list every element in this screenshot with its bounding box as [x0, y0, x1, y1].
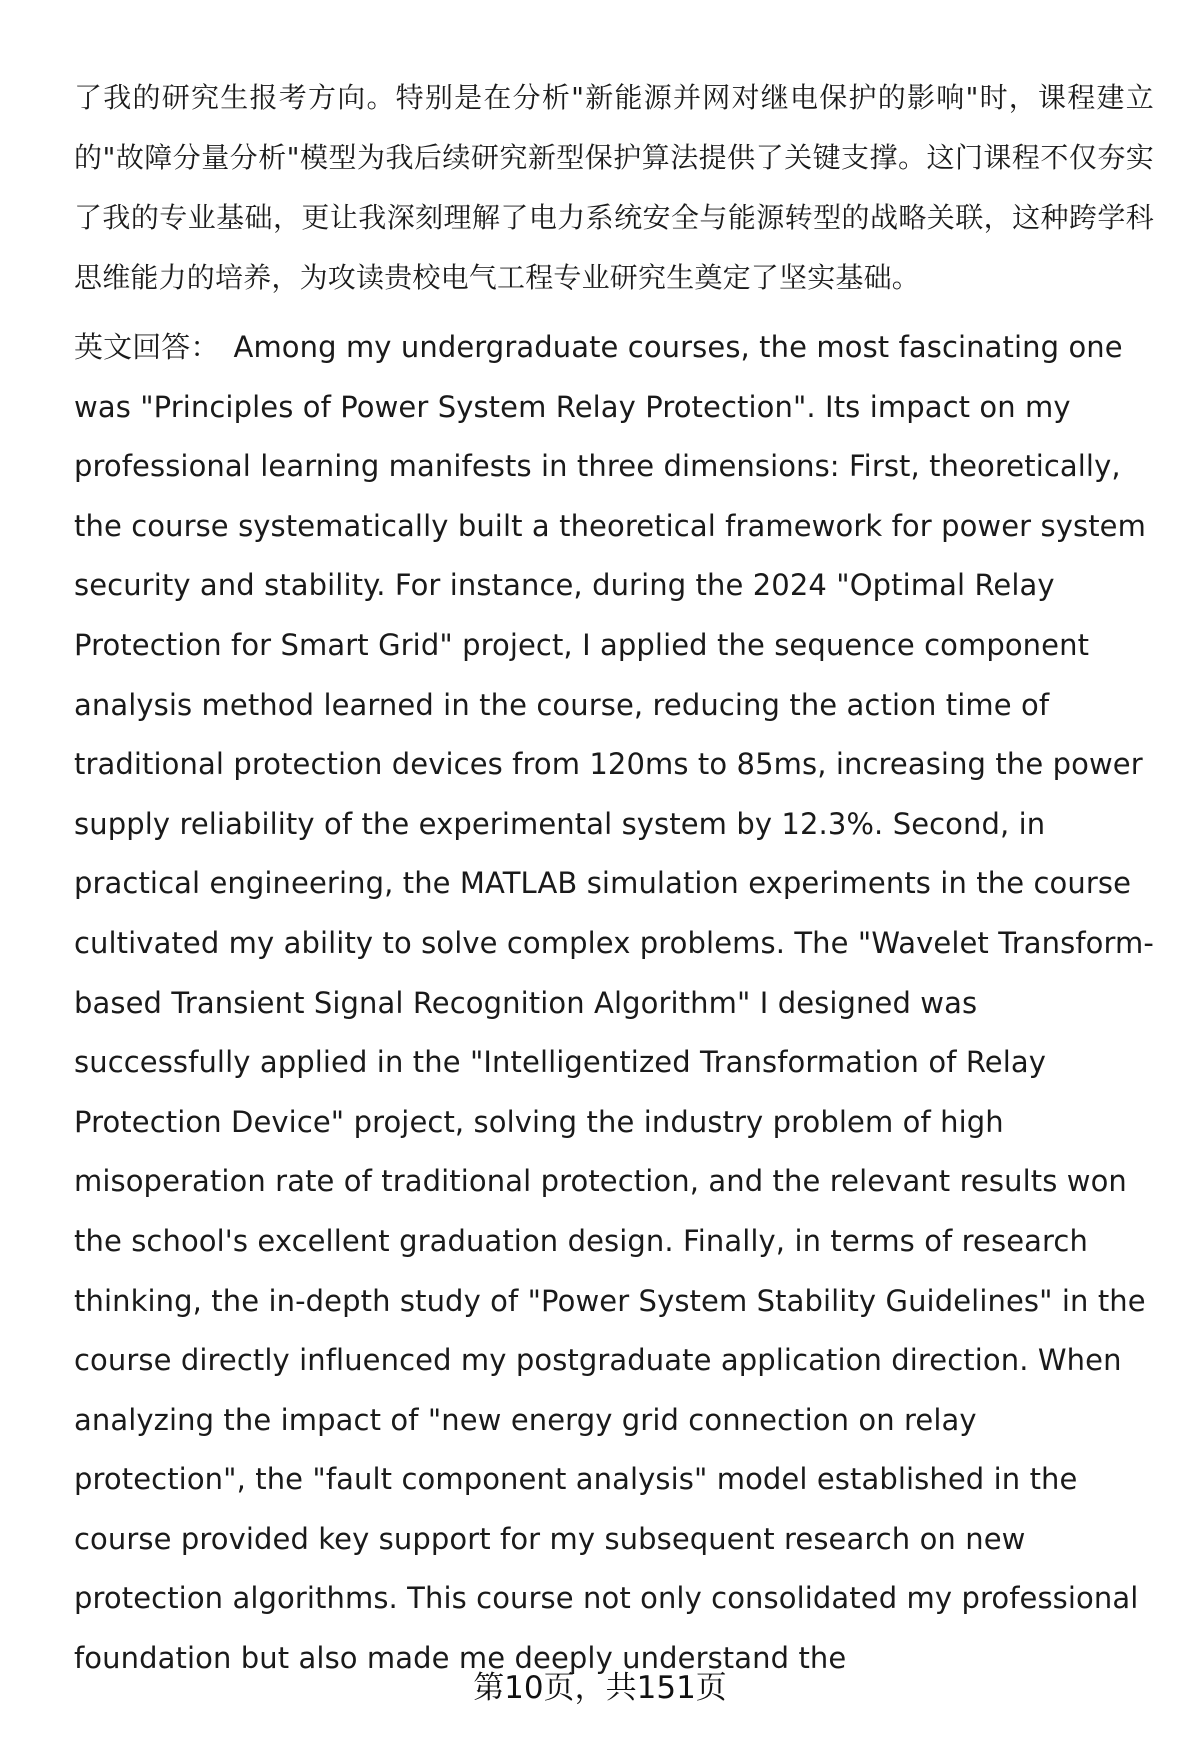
document-body [74, 68, 1154, 1689]
chinese-answer-paragraph: 了我的研究生报考方向。特别是在分析"新能源并网对继电保护的影响"时，课程建立的"故障分量分析"模型为我后续研究新型保护算法提供了关键支撑。这门课程不仅夯实了我的专业基础，更让我深刻理解了电力系统安全与能源转型的战略关联，这种跨学科思维能力的培养，为攻读贵校电气工程专业研究生奠定了坚实基础。 [74, 81, 1154, 294]
english-answer-text: Among my undergraduate courses, the most fascinating one was "Principles of Power System Relay Protection". Its impact on my professional learning manifests in three dimensions: First, theoretically, the course systematically built a theoretical framework for power system security and stability. For instance, during the 2024 "Optimal Relay Protection for Smart Grid" project, I applied the sequence component analysis method learned in the course, reducing the action time of traditional protection devices from 120ms to 85ms, increasing the power supply reliability of the experimental system by 12.3%. Second, in practical engineering, the MATLAB simulation experiments in the course cultivated my ability to solve complex problems. The "Wavelet Transform-based Transient Signal Recognition Algorithm" I designed was successfully applied in the "Intelligentized Transformation of Relay Protection Device" project, solving the industry problem of high misoperation rate of traditional protection, and the relevant results won the school's excellent graduation design. Finally, in terms of research thinking, the in-depth study of "Power System Stability Guidelines" in the course directly influenced my postgraduate application direction. When analyzing the impact of "new energy grid connection on relay protection", the "fault component analysis" model established in the course provided key support for my subsequent research on new protection algorithms. This course not only consolidated my professional foundation but also made me deeply understand the [74, 330, 1154, 1676]
english-answer-label: 英文回答： [74, 330, 220, 364]
page-number-footer: 第10页，共151页 [473, 1670, 727, 1706]
english-answer-paragraph [74, 318, 1154, 1689]
